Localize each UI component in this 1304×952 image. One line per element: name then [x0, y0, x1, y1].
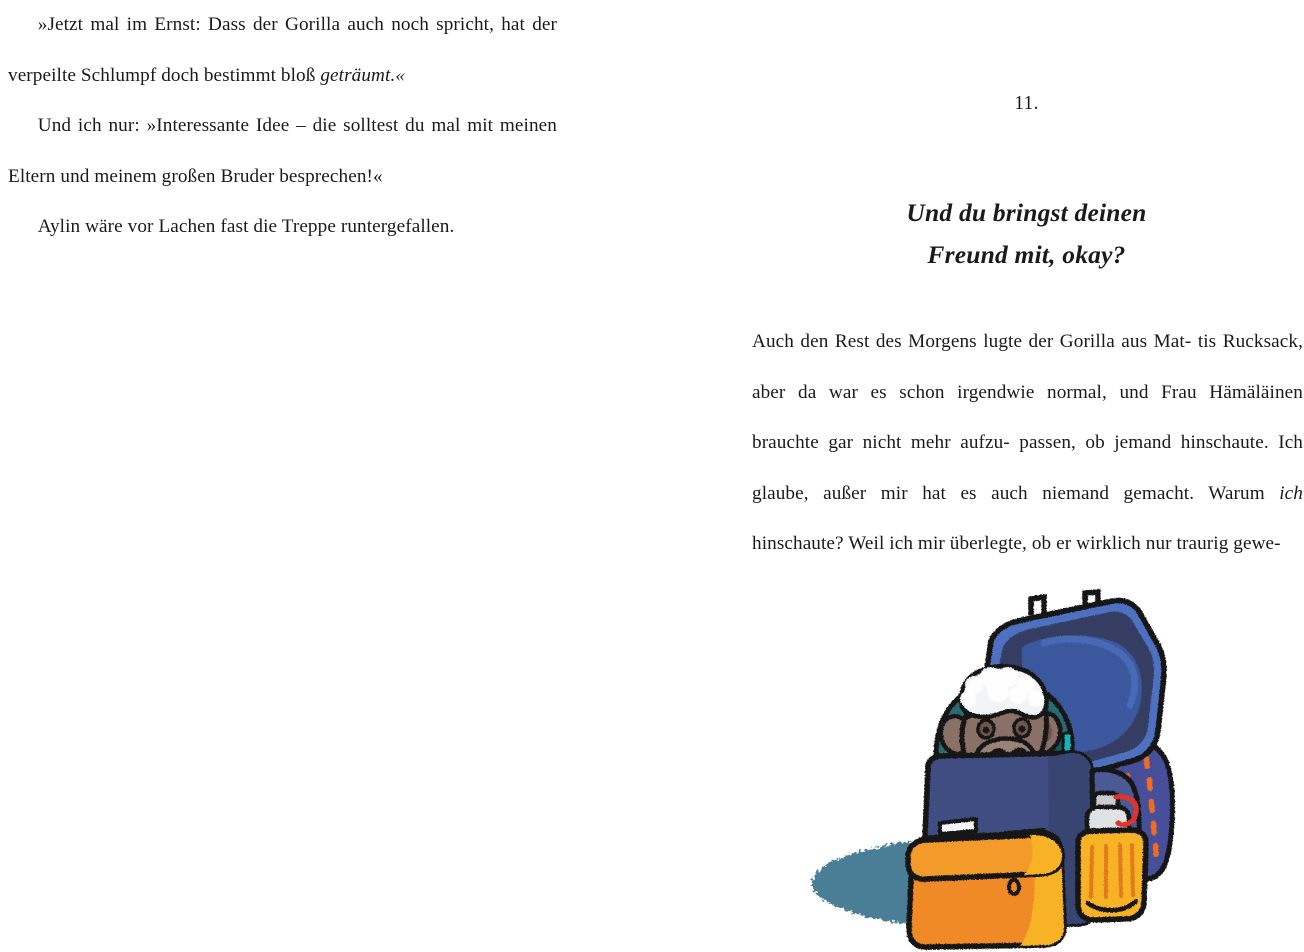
gorilla-hair	[960, 666, 1047, 717]
left-page-text-column	[8, 0, 557, 253]
paragraph-text: Und ich nur: »Interessante Idee – die solltest du mal mit meinen Eltern und meinem großen Bruder besprechen!«	[8, 115, 557, 187]
paragraph	[8, 0, 557, 101]
chapter-number: 11.	[1014, 93, 1039, 114]
paragraph-text: Auch den Rest des Morgens lugte der Gorilla aus Mat-	[752, 331, 1192, 352]
illustration-svg	[782, 585, 1282, 952]
side-pocket	[1078, 793, 1146, 920]
paragraph-text: spricht, hat der verpeilte Schlumpf doch bestimmt bloß	[8, 14, 557, 86]
paragraph-text: und Frau Hämäläinen brauchte gar nicht mehr aufzu-	[752, 381, 1303, 454]
chapter-title	[752, 192, 1301, 276]
paragraph-text: »Jetzt mal im Ernst: Dass der Gorilla auch noch	[37, 14, 429, 35]
paragraph	[8, 101, 557, 202]
paragraph-text: tis Rucksack, aber da war es schon irgendwie normal,	[752, 331, 1303, 403]
chapter-title-line-1: Und du bringst deinen	[906, 198, 1147, 228]
gorilla-in-backpack-illustration	[782, 585, 1282, 952]
paragraph-text: passen, ob jemand hinschaute. Ich glaube, außer mir	[752, 432, 1304, 504]
paragraph-text: Aylin wäre vor Lachen fast die Treppe runtergefallen.	[37, 216, 455, 238]
paragraph-emphasis: geträumt.«	[320, 64, 406, 86]
right-page-body	[752, 317, 1303, 570]
chapter-title-line-2: Freund mit, okay?	[927, 240, 1126, 270]
paragraph-emphasis: ich	[1279, 482, 1303, 504]
paragraph-text: hat es auch niemand gemacht. Warum ich hinschaute?	[752, 482, 1303, 555]
front-pocket	[908, 833, 1064, 947]
paragraph	[752, 317, 1303, 570]
right-page	[652, 0, 1304, 952]
paragraph	[8, 202, 557, 253]
paragraph-text: Weil ich mir überlegte, ob er wirklich nur traurig gewe-	[848, 533, 1281, 555]
